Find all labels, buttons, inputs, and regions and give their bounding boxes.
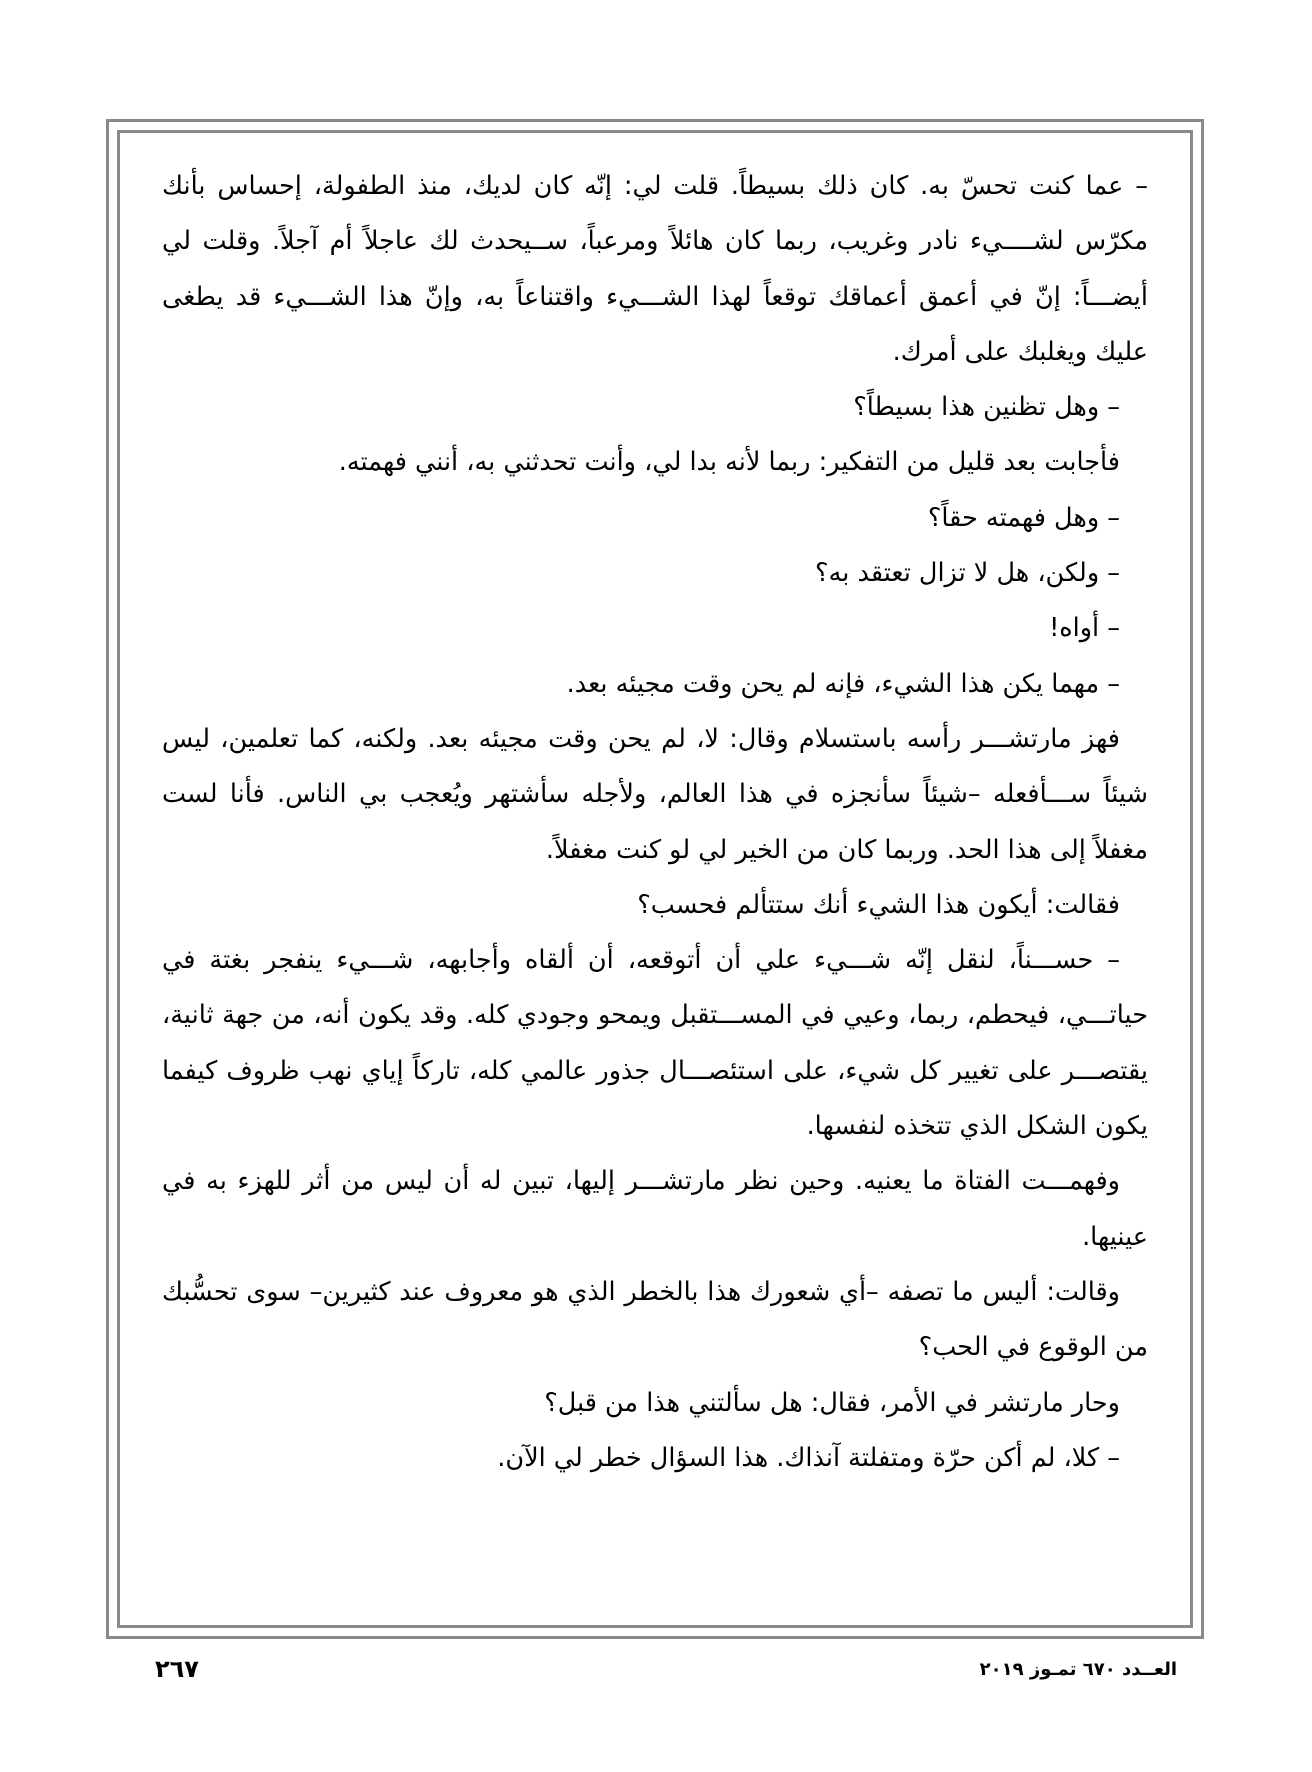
page-number: ٢٦٧ [155,1655,199,1683]
paragraph: فهز مارتشـــر رأسه باستسلام وقال: لا، لم يحن وقت مجيئه بعد. ولكنه، كما تعلمين، ليس شيئاً ســـأفعله –شيئاً سأنجزه في هذا العالم، ولأجله سأشتهر ويُعجب بي الناس. فأنا لست مغفلاً إلى هذا الحد. وربما كان من الخير لي لو كنت مغفلاً. [162,723,1148,865]
paragraph: – كلا، لم أكن حرّة ومتفلتة آنذاك. هذا السؤال خطر لي الآن. [497,1442,1120,1473]
paragraph: فأجابت بعد قليل من التفكير: ربما لأنه بدا لي، وأنت تحدثني به، أنني فهمته. [338,447,1120,478]
paragraph: وقالت: أليس ما تصفه –أي شعورك هذا بالخطر الذي هو معروف عند كثيرين– سوى تحسُّبك من الوقوع في الحب؟ [162,1276,1148,1363]
paragraph: – ولكن، هل لا تزال تعتقد به؟ [815,558,1120,589]
body-text [162,159,1148,1486]
paragraph: – وهل فهمته حقاً؟ [927,502,1120,533]
paragraph: فقالت: أيكون هذا الشيء أنك ستتألم فحسب؟ [637,889,1120,920]
issue-info: العــدد ٦٧٠ تمـوز ٢٠١٩ [979,1659,1177,1680]
paragraph: وحار مارتشر في الأمر، فقال: هل سألتني هذا من قبل؟ [544,1387,1120,1418]
paragraph: – عما كنت تحسّ به. كان ذلك بسيطاً. قلت لي: إنّه كان لديك، منذ الطفولة، إحساس بأنك مكرّس لشــــيء نادر وغريب، ربما كان هائلاً ومرعباً، ســيحدث لك عاجلاً أم آجلاً. وقلت لي أيضـــاً: إنّ في أعمق أعماقك توقعاً لهذا الشـــيء واقتناعاً به، وإنّ هذا الشـــيء قد يطغى عليك ويغلبك على أمرك. [162,171,1148,367]
page-border-outer [106,119,1204,1639]
paragraph: – وهل تظنين هذا بسيطاً؟ [853,392,1120,423]
paragraph: – حســـناً، لنقل إنّه شـــيء علي أن أتوقعه، أن ألقاه وأجابهه، شـــيء ينفجر بغتة في حياتـــي، فيحطم، ربما، وعيي في المســـتقبل ويمحو وجودي كله. وقد يكون أنه، من جهة ثانية، يقتصـــر على تغيير كل شيء، على استئصـــال جذور عالمي كله، تاركاً إياي نهب ظروف كيفما يكون الشكل الذي تتخذه لنفسها. [162,945,1148,1142]
paragraph: وفهمـــت الفتاة ما يعنيه. وحين نظر مارتشـــر إليها، تبين له أن ليس من أثر للهزء به في عينيها. [162,1166,1148,1252]
paragraph: – مهما يكن هذا الشيء، فإنه لم يحن وقت مجيئه بعد. [566,668,1120,699]
page-border-inner [117,130,1193,1628]
page-footer [0,1655,1312,1695]
paragraph: – أواه! [1049,613,1120,644]
